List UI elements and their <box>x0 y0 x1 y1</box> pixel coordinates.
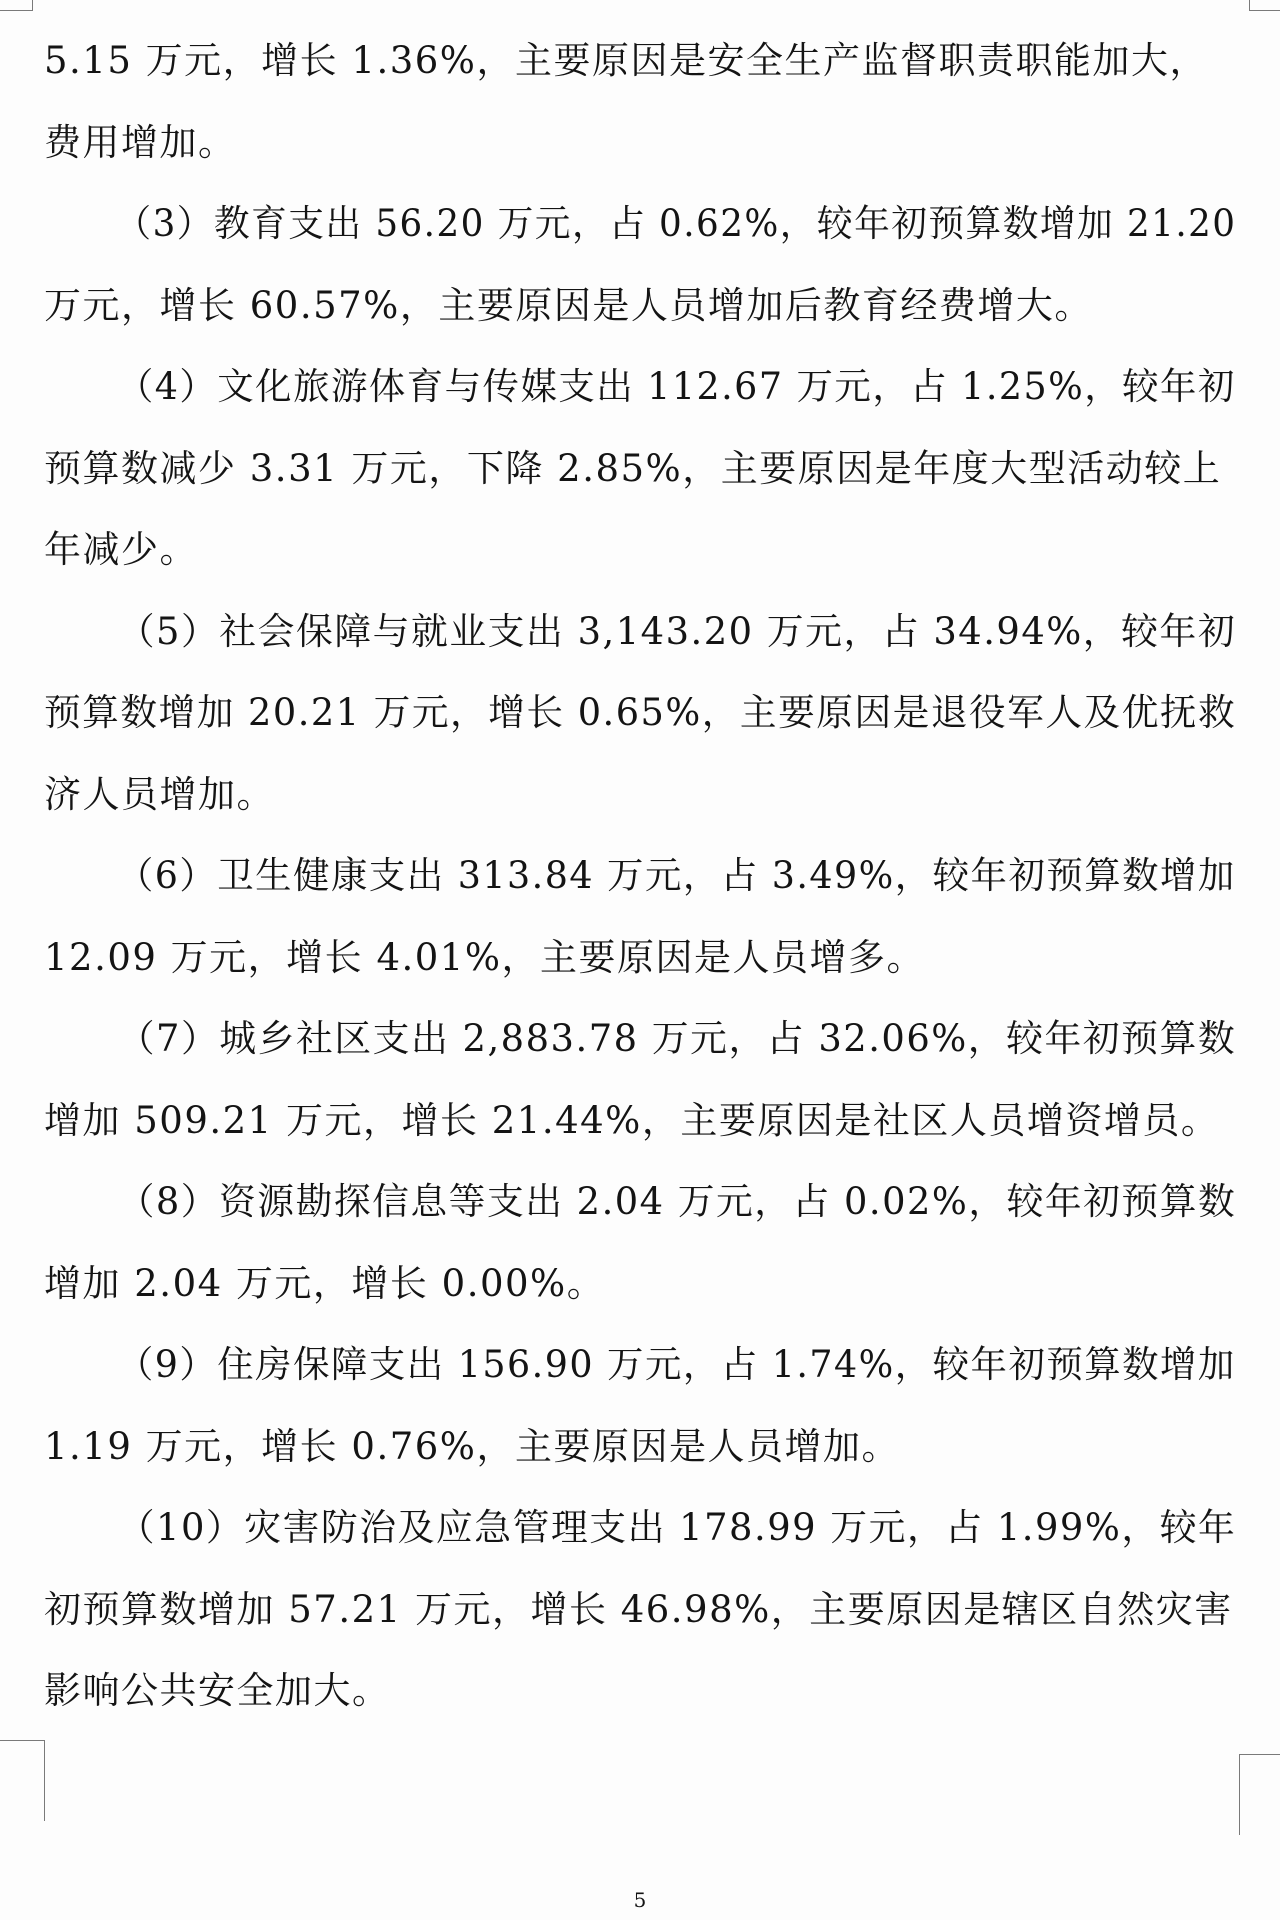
paragraph <box>44 183 1236 346</box>
text-line: （6）卫生健康支出 313.84 万元，占 3.49%，较年初预算数增加 <box>116 854 1236 897</box>
text-line: 万元，增长 60.57%，主要原因是人员增加后教育经费增大。 <box>44 283 1093 327</box>
page-number: 5 <box>633 1888 647 1912</box>
text-line: 年减少。 <box>44 528 198 571</box>
text-line: 1.19 万元，增长 0.76%，主要原因是人员增加。 <box>44 1424 900 1468</box>
text-line: 济人员增加。 <box>44 772 275 816</box>
text-line: 5.15 万元，增长 1.36%，主要原因是安全生产监督职责职能加大， <box>44 39 1208 82</box>
text-line: 预算数减少 3.31 万元，下降 2.85%，主要原因是年度大型活动较上 <box>44 446 1222 490</box>
text-line: 费用增加。 <box>44 120 237 164</box>
crop-mark-bottom-right <box>1239 1754 1280 1835</box>
paragraph <box>44 998 1236 1161</box>
body-text <box>44 20 1236 1732</box>
text-line: （4）文化旅游体育与传媒支出 112.67 万元，占 1.25%，较年初 <box>116 365 1236 408</box>
text-line: 影响公共安全加大。 <box>44 1669 391 1712</box>
text-line: 12.09 万元，增长 4.01%，主要原因是人员增多。 <box>44 935 925 979</box>
paragraph <box>44 346 1236 591</box>
text-line: 增加 509.21 万元，增长 21.44%，主要原因是社区人员增资增员。 <box>44 1098 1220 1142</box>
text-line: （8）资源勘探信息等支出 2.04 万元，占 0.02%，较年初预算数 <box>117 1180 1237 1223</box>
paragraph <box>44 1487 1236 1732</box>
text-line: 预算数增加 20.21 万元，增长 0.65%，主要原因是退役军人及优抚救 <box>44 691 1237 734</box>
text-line: （7）城乡社区支出 2,883.78 万元，占 32.06%，较年初预算数 <box>117 1017 1237 1060</box>
paragraph <box>44 1161 1236 1324</box>
crop-mark-bottom-left <box>0 1740 45 1821</box>
paragraph <box>44 835 1236 998</box>
text-line: （3）教育支出 56.20 万元，占 0.62%，较年初预算数增加 21.20 <box>115 202 1237 245</box>
crop-mark-top-right <box>1249 0 1280 11</box>
paragraph <box>44 20 1236 183</box>
paragraph <box>44 1324 1236 1487</box>
text-line: （5）社会保障与就业支出 3,143.20 万元，占 34.94%，较年初 <box>117 609 1237 653</box>
crop-mark-top-left <box>0 0 33 11</box>
paragraph <box>44 591 1236 836</box>
text-line: （10）灾害防治及应急管理支出 178.99 万元，占 1.99%，较年 <box>117 1506 1237 1549</box>
text-line: 增加 2.04 万元，增长 0.00%。 <box>44 1261 606 1305</box>
text-line: （9）住房保障支出 156.90 万元，占 1.74%，较年初预算数增加 <box>116 1343 1236 1386</box>
text-line: 初预算数增加 57.21 万元，增长 46.98%，主要原因是辖区自然灾害 <box>44 1587 1233 1631</box>
